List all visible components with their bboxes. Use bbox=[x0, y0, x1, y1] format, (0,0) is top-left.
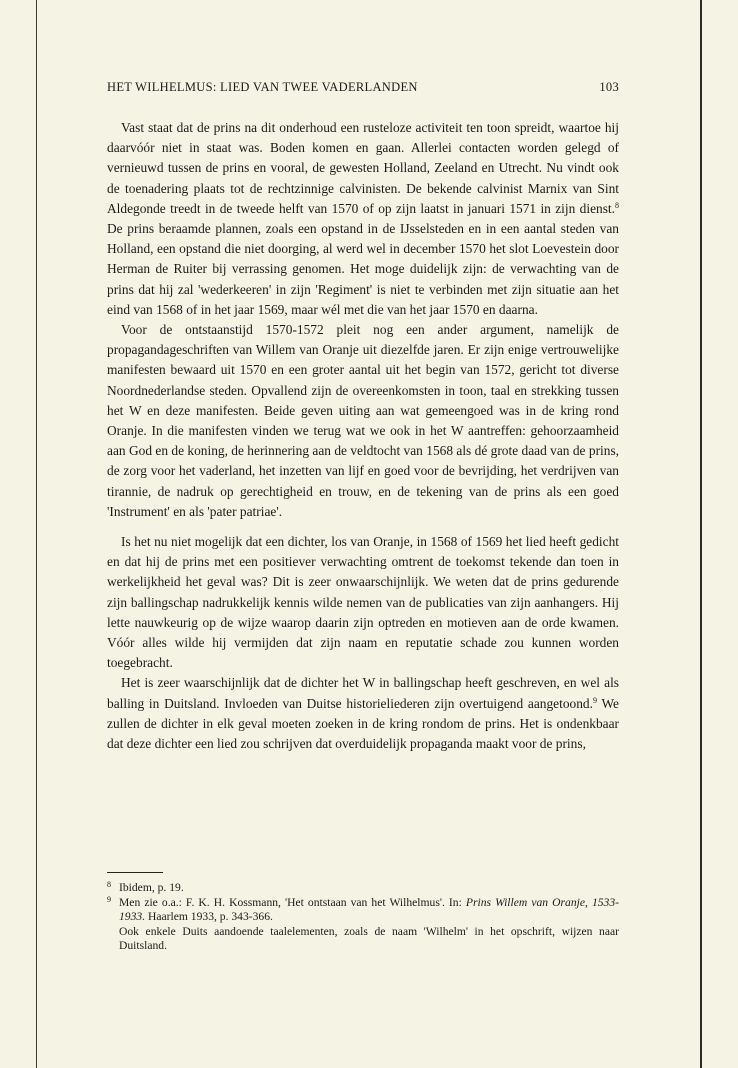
paragraph-4 bbox=[107, 673, 619, 754]
footnote-9-extra: Ook enkele Duits aandoende taalelementen, zoals de naam 'Wilhelm' in het opschrift, wijzen naar Duitsland. bbox=[119, 924, 619, 952]
body-text bbox=[107, 118, 619, 754]
footnote-9-italic-title: Prins Willem van Oranje, 1533-1933. bbox=[119, 895, 620, 923]
footnote-9-post: Haarlem 1933, p. 343-366. bbox=[145, 910, 273, 923]
footnotes bbox=[107, 881, 619, 954]
scan-edge-right bbox=[700, 0, 702, 1068]
paragraph-2: Voor de ontstaanstijd 1570-1572 pleit nog een ander argument, namelijk de propagandageschriften van Willem van Oranje uit diezelfde jaren. Er zijn enige vertrouwelijke manifesten bewaard uit 1570 en een groter aantal uit het begin van 1572, gericht tot diverse Noordnederlandse steden. Opvallend zijn de overeenkomsten in toon, taal en strekking tussen het W en deze manifesten. Beide geven uiting aan wat gemeengoed was in de kring rond Oranje. In die manifesten vinden we terug wat we ook in het W aantreffen: gehoorzaamheid aan God en de koning, de herinnering aan de veldtocht van 1568 als dé grote daad van de prins, de zorg voor het vaderland, het inzetten van lijf en goed voor de bevrijding, het verdrijven van tirannie, de nadruk op gerechtigheid en trouw, en de tekening van de prins als een goed 'Instrument' en als 'pater patriae'. bbox=[107, 322, 619, 519]
scan-edge-left bbox=[36, 0, 37, 1068]
note-ref-9: 9 bbox=[592, 695, 597, 705]
footnote-8 bbox=[107, 881, 619, 896]
note-ref-8: 8 bbox=[615, 200, 619, 210]
paragraph-1-part-a: Vast staat dat de prins na dit onderhoud een rusteloze activiteit ten toon spreidt, waartoe hij daarvóór niet in staat was. Boden komen en gaan. Allerlei contacten worden gelegd of vernieuwd tussen de prins en vooral, de gewesten Holland, Zeeland en Utrecht. Nu vindt ook de toenadering plaats tot de rechtzinnige calvinisten. De bekende calvinist Marnix van Sint Aldegonde treedt in de tweede helft van 1570 of op zijn laatst in januari 1571 in zijn dienst. bbox=[107, 120, 619, 216]
footnote-9 bbox=[107, 896, 619, 954]
footnote-8-mark: 8 bbox=[107, 880, 111, 889]
paragraph-3: Is het nu niet mogelijk dat een dichter, los van Oranje, in 1568 of 1569 het lied heeft gedicht en dat hij de prins met een positiever verwachting omtrent de toekomst tekende dan toen in werkelijkheid het geval was? Dit is zeer onwaarschijnlijk. We weten dat de prins gedurende zijn ballingschap nadrukkelijk kennis wilde nemen van de publicaties van zijn aanhangers. Hij lette nauwkeurig op de wijze waarop daarin zijn optreden en motieven aan de orde kwamen. Vóór alles wilde hij vermijden dat zijn naam en reputatie schade zou kunnen worden toegebracht. bbox=[107, 534, 619, 671]
footnote-9-pre: Men zie o.a.: F. K. H. Kossmann, 'Het ontstaan van het Wilhelmus'. In: bbox=[119, 895, 466, 909]
running-head-title: HET WILHELMUS: LIED VAN TWEE VADERLANDEN bbox=[107, 80, 418, 94]
paragraph-1-part-b: De prins beraamde plannen, zoals een opstand in de IJsselsteden en in een aantal steden van Holland, een opstand die niet doorging, al werd wel in december 1570 het slot Loevestein door Herman de Ruiter bij verrassing genomen. Het moge duidelijk zijn: de verwachting van de prins dat hij zal 'wederkeeren' in zijn 'Regiment' is niet te verbinden met zijn situatie aan het eind van 1568 of in het jaar 1569, maar wél met die van het jaar 1570 en daarna. bbox=[107, 221, 619, 317]
page-number: 103 bbox=[599, 80, 619, 94]
footnote-rule bbox=[107, 872, 163, 873]
footnote-9-mark: 9 bbox=[107, 894, 111, 904]
paragraph-4-part-b: We zullen de dichter in elk geval moeten zoeken in de kring rondom de prins. Het is ondenkbaar dat deze dichter een lied zou schrijven dat overduidelijk propaganda maakt voor de prins, bbox=[107, 695, 619, 752]
paragraph-1 bbox=[107, 118, 619, 320]
footnote-8-text: Ibidem, p. 19. bbox=[119, 881, 184, 894]
paragraph-4-part-a: Het is zeer waarschijnlijk dat de dichter het W in ballingschap heeft geschreven, en wel als balling in Duitsland. Invloeden van Duitse historieliederen zijn overtuigend aangetoond. bbox=[107, 675, 619, 711]
